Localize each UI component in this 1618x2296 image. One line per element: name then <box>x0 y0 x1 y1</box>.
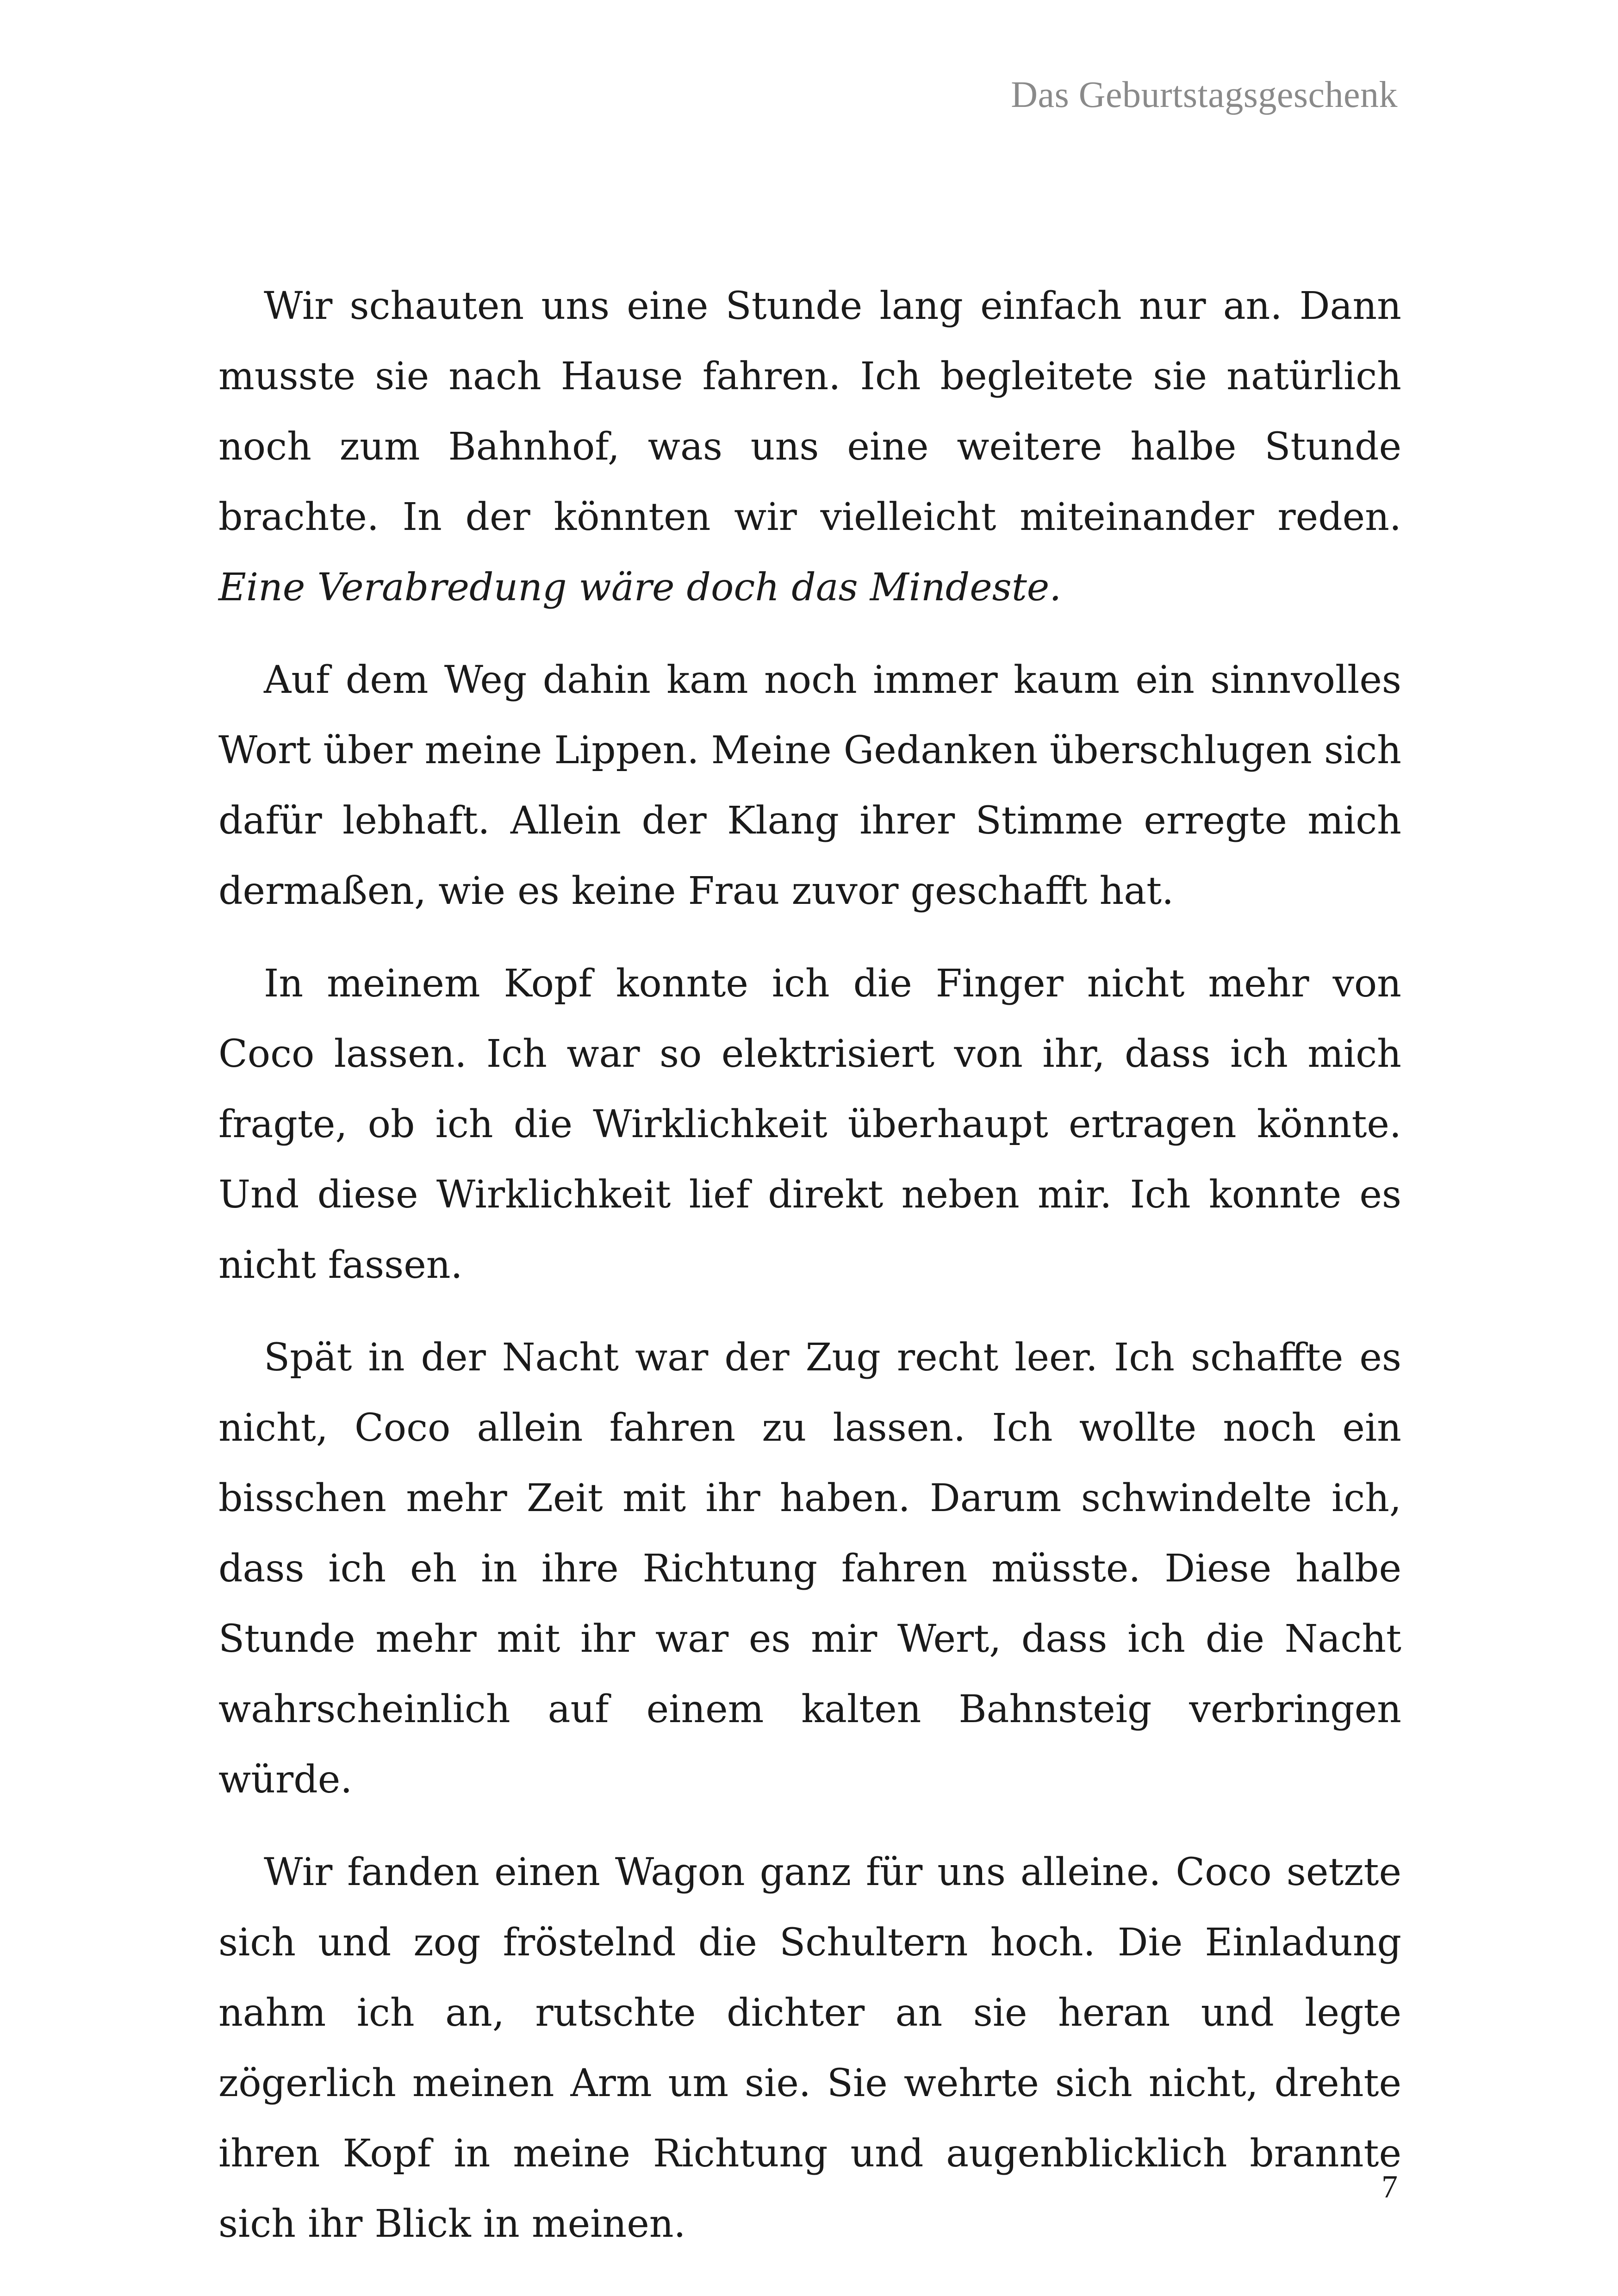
page-number: 7 <box>1382 2169 1398 2205</box>
body-text <box>218 271 1401 2259</box>
paragraph-1-italic-text: Eine Verabredung wäre doch das Mindeste. <box>218 566 1062 610</box>
paragraph-1 <box>218 271 1401 623</box>
running-title: Das Geburtstagsgeschenk <box>1011 75 1398 115</box>
paragraph-5: Wir fanden einen Wagon ganz für uns alleine. Coco setzte sich und zog fröstelnd die Schultern hoch. Die Einladung nahm ich an, rutschte dichter an sie heran und legte zögerlich meinen Arm um sie. Sie wehrte sich nicht, drehte ihren Kopf in meine Richtung und augenblicklich brannte sich ihr Blick in meinen. <box>218 1850 1401 2246</box>
paragraph-3: In meinem Kopf konnte ich die Finger nicht mehr von Coco lassen. Ich war so elektrisiert von ihr, dass ich mich fragte, ob ich die Wirklichkeit überhaupt ertragen könnte. Und diese Wirklichkeit lief direkt neben mir. Ich konnte es nicht fassen. <box>218 962 1401 1287</box>
paragraph-4: Spät in der Nacht war der Zug recht leer. Ich schaffte es nicht, Coco allein fahren zu lassen. Ich wollte noch ein bisschen mehr Zeit mit ihr haben. Darum schwindelte ich, dass ich eh in ihre Richtung fahren müsste. Diese halbe Stunde mehr mit ihr war es mir Wert, dass ich die Nacht wahrscheinlich auf einem kalten Bahnsteig verbringen würde. <box>218 1336 1401 1802</box>
paragraph-2: Auf dem Weg dahin kam noch immer kaum ein sinnvolles Wort über meine Lippen. Meine Gedanken überschlugen sich dafür lebhaft. Allein der Klang ihrer Stimme erregte mich dermaßen, wie es keine Frau zuvor geschafft hat. <box>218 658 1401 913</box>
paragraph-1-text: Wir schauten uns eine Stunde lang einfach nur an. Dann musste sie nach Hause fahren. Ich begleitete sie natürlich noch zum Bahnhof, was uns eine weitere halbe Stunde brachte. In der könnten wir vielleicht miteinander reden. <box>218 284 1401 539</box>
